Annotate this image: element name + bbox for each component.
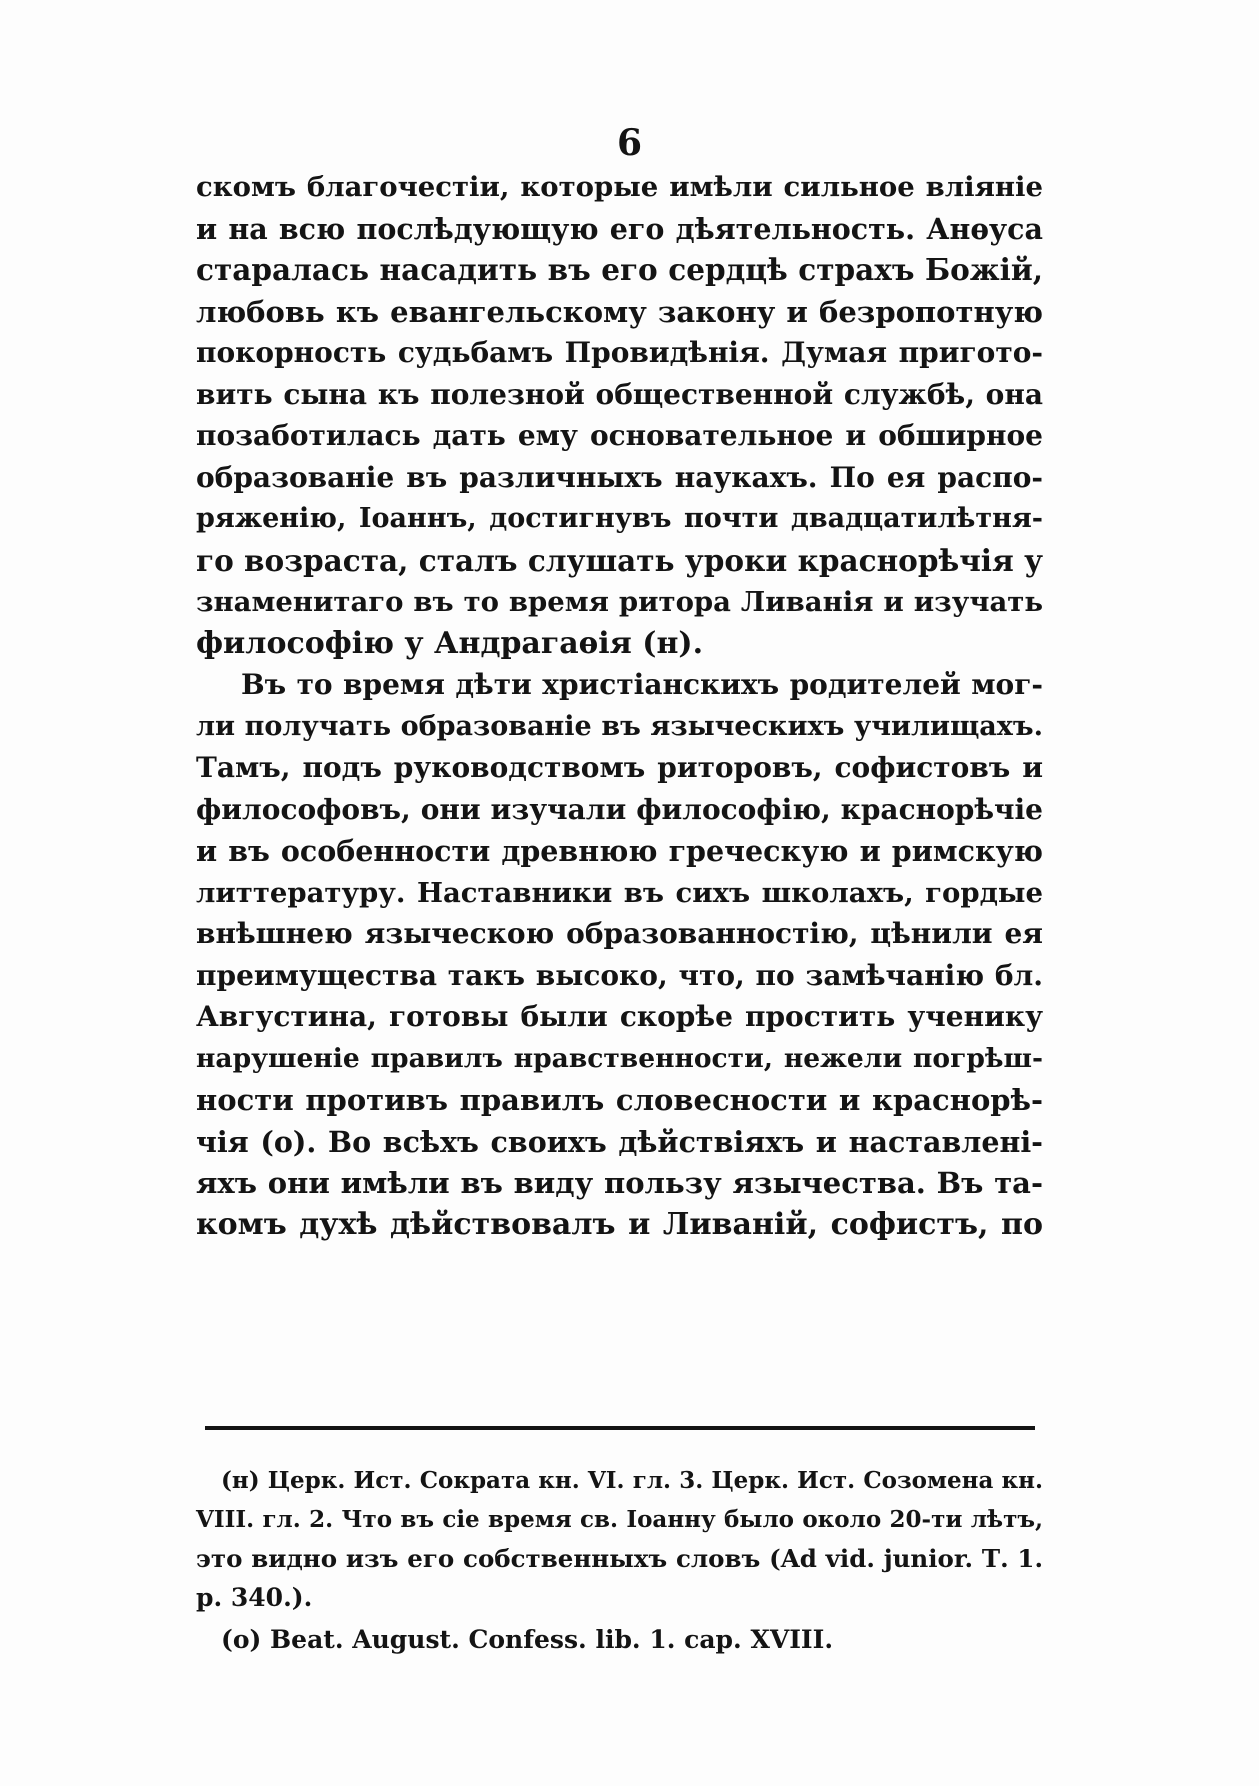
footnote-line: (н) Церк. Ист. Сократа кн. VI. гл. 3. Церк. Ист. Созомена кн.	[221, 1467, 1043, 1494]
text-line: скомъ благочестіи, которые имѣли сильное вліяніе	[196, 171, 1043, 203]
footnote-line: р. 340.).	[196, 1583, 313, 1612]
text-line: Августина, готовы были скорѣе простить ученику	[196, 1000, 1043, 1033]
text-line: нарушеніе правилъ нравственности, нежели погрѣш-	[196, 1043, 1043, 1074]
text-line: внѣшнею языческою образованностію, цѣнили ея	[196, 917, 1043, 950]
text-line: Въ то время дѣти христіанскихъ родителей мог-	[241, 668, 1043, 701]
footnote-line: (о) Beat. August. Confess. lib. 1. cap. XVIII.	[221, 1625, 834, 1654]
text-line: и въ особенности древнюю греческую и римскую	[196, 834, 1043, 868]
text-line: философовъ, они изучали философію, краснорѣчіе	[196, 793, 1043, 826]
text-line: знаменитаго въ то время ритора Ливанія и изучать	[196, 586, 1043, 618]
text-line: ряженію, Іоаннъ, достигнувъ почти двадцатилѣтня-	[196, 503, 1043, 534]
text-line: вить сына къ полезной общественной службѣ, она	[196, 378, 1043, 411]
footnote-line: VIII. гл. 2. Что въ сіе время св. Іоанну было около 20-ти лѣтъ,	[196, 1506, 1043, 1533]
footnote-line: это видно изъ его собственныхъ словъ (Ad vid. junior. Т. 1.	[196, 1544, 1043, 1573]
text-line: ности противъ правилъ словесности и краснорѣ-	[196, 1083, 1043, 1117]
text-line: позаботилась дать ему основательное и обширное	[196, 419, 1043, 452]
footnote-divider	[205, 1426, 1035, 1430]
text-line: образованіе въ различныхъ наукахъ. По ея распо-	[196, 461, 1043, 494]
text-line: яхъ они имѣли въ виду пользу язычества. Въ та-	[196, 1166, 1043, 1200]
text-line: любовь къ евангельскому закону и безропотную	[196, 295, 1043, 329]
text-line: старалась насадить въ его сердцѣ страхъ Божій,	[196, 252, 1043, 287]
text-line: преимущества такъ высоко, что, по замѣчанію бл.	[196, 959, 1043, 992]
text-line: литтературу. Наставники въ сихъ школахъ, гордые	[196, 877, 1043, 909]
text-line: и на всю послѣдующую его дѣятельность. Анѳуса	[196, 212, 1043, 246]
text-line: философію у Андрагаѳія (н).	[196, 626, 704, 661]
page-number: 6	[616, 122, 643, 164]
text-line: го возраста, сталъ слушать уроки краснорѣчія у	[196, 543, 1043, 578]
text-line: Тамъ, подъ руководствомъ риторовъ, софистовъ и	[196, 751, 1043, 784]
text-line: комъ духѣ дѣйствовалъ и Ливаній, софистъ, по	[196, 1207, 1043, 1242]
text-line: ли получать образованіе въ языческихъ училищахъ.	[196, 711, 1043, 742]
text-line: покорность судьбамъ Провидѣнія. Думая пригото-	[196, 336, 1043, 369]
text-line: чія (о). Во всѣхъ своихъ дѣйствіяхъ и наставленi-	[196, 1125, 1043, 1159]
